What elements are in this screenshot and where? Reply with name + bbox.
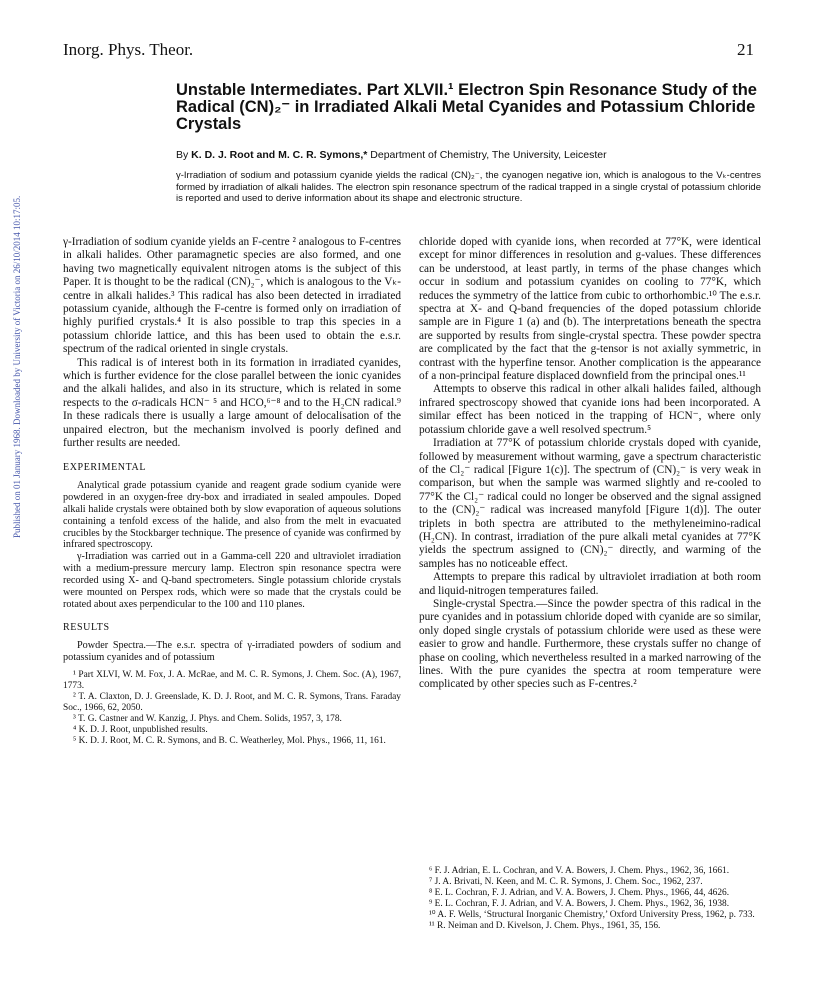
experimental-paragraph-1: Analytical grade potassium cyanide and reagent grade sodium cyanide were powdered in an oxygen-free dry-box and irradiated in sealed ampoules. Doped alkali halide crystals were obtained both by slow evaporation of aqueous solutions containing a tenfold excess of the halide, and also from the melt in evacuated crucibles by the Stockbarger technique. The presence of cyanide was confirmed by infrared spectroscopy. [63,479,401,551]
results-heading: RESULTS [63,621,110,633]
author-line [176,149,761,161]
footnote: ⁸ E. L. Cochran, F. J. Adrian, and V. A. Bowers, J. Chem. Phys., 1966, 44, 4626. [429,887,730,898]
page-number: 21 [737,40,754,59]
footnote: ⁷ J. A. Brivati, N. Keen, and M. C. R. Symons, J. Chem. Soc., 1962, 237. [429,876,703,887]
abstract: γ-Irradiation of sodium and potassium cyanide yields the radical (CN)₂⁻, the cyanogen negative ion, which is analogous to the Vₖ-centres formed by irradiation of alkali halides. The electron spin resonance spectrum of the radical trapped in a single crystal of potassium chloride is reported and used to derive information about its shape and electronic structure. [176,170,761,204]
footnotes-right [419,866,761,931]
results-paragraph-1: Powder Spectra.—The e.s.r. spectra of γ-irradiated powders of sodium and potassium cyanides and of potassium [63,640,401,664]
footnote: ¹¹ R. Neiman and D. Kivelson, J. Chem. Phys., 1961, 35, 156. [429,920,661,931]
results-paragraph-3: Attempts to observe this radical in other alkali halides failed, although infrared spectroscopy showed that cyanide ions had been incorporated. A similar effect has been noticed in the trapping of HCN⁻, where only potassium chloride gave a well resolved spectrum.⁵ [419,383,761,436]
authors-prefix: By [176,149,192,161]
right-column [419,236,761,692]
footnote: ¹ Part XLVI, W. M. Fox, J. A. McRae, and M. C. R. Symons, J. Chem. Soc. (A), 1967, 1773. [63,670,401,691]
experimental-paragraph-2: γ-Irradiation was carried out in a Gamma-cell 220 and ultraviolet irradiation with a medium-pressure mercury lamp. Electron spin resonance spectra were recorded using X- and Q-band spectrometers. Single potassium chloride crystals were mounted on Perspex rods, which were so made that the crystals could be rotated about axes perpendicular to the 100 and 110 planes. [63,551,401,610]
left-column [63,236,401,746]
footnote: ⁹ E. L. Cochran, F. J. Adrian, and V. A. Bowers, J. Chem. Phys., 1962, 36, 1938. [429,898,730,909]
download-watermark: Published on 01 January 1968. Downloaded by University of Victoria on 26/10/2014 10:17:05. [12,195,22,538]
journal-header: Inorg. Phys. Theor. [63,40,194,59]
footnote: ⁴ K. D. J. Root, unpublished results. [73,724,208,735]
single-crystal-paragraph: Single-crystal Spectra.—Since the powder spectra of this radical in the pure cyanides and in potassium chloride doped with cyanide are so similar, only doped single crystals of potassium chloride were used as these were easier to grow and handle. Furthermore, these crystals suffer no change of phase on cooling, which nevertheless resulted in a marked narrowing of the lines. With the pure cyanides the spectra at room temperature were complicated by other species such as F-centres.² [419,597,761,691]
footnote: ⁶ F. J. Adrian, E. L. Cochran, and V. A. Bowers, J. Chem. Phys., 1962, 36, 1661. [429,866,730,876]
results-paragraph-4: Irradiation at 77°K of potassium chloride crystals doped with cyanide, followed by measurement without warming, gave a spectrum characteristic of the Cl₂⁻ radical [Figure 1(c)]. The spectrum of (CN)₂⁻ is very weak in comparison, but when the sample was warmed slightly and re-cooled to 77°K the Cl₂⁻ radical could no longer be observed and the signal assigned to the (CN)₂⁻ radical was increased manyfold [Figure 1(d)]. The outer triplets in both spectra are attributed to the methyleneimino-radical (H₂CN). In contrast, irradiation of the pure alkali metal cyanides at 77°K yields the spectrum assigned to (CN)₂⁻ directly, and warming of the samples has no noticeable effect. [419,437,761,570]
footnote: ² T. A. Claxton, D. J. Greenslade, K. D. J. Root, and M. C. R. Symons, Trans. Faraday Soc., 1966, 62, 2050. [63,691,401,713]
footnotes-left [63,670,401,746]
experimental-heading: EXPERIMENTAL [63,461,147,473]
intro-paragraph-2: This radical is of interest both in its formation in irradiated cyanides, which is further evidence for the close parallel between the ionic cyanides and the alkali halides, and also in its structure, which is related in some respects to the σ-radicals HCN⁻ ⁵ and HCO,⁶⁻⁸ and to the H₂CN radical.⁹ In these radicals there is usually a large amount of delocalisation of the unpaired electron, but the mechanism involved is poorly defined and further results are needed. [63,356,401,450]
article-title: Unstable Intermediates. Part XLVII.¹ Electron Spin Resonance Study of the Radical (CN)₂⁻ in Irradiated Alkali Metal Cyanides and Potassium Chloride Crystals [176,81,757,133]
author-affiliation: Department of Chemistry, The University, Leicester [367,149,607,161]
footnote: ³ T. G. Castner and W. Kanzig, J. Phys. and Chem. Solids, 1957, 3, 178. [73,713,342,724]
results-paragraph-5: Attempts to prepare this radical by ultraviolet irradiation at both room and liquid-nitrogen temperatures failed. [419,571,761,597]
footnote: ¹⁰ A. F. Wells, ‘Structural Inorganic Chemistry,’ Oxford University Press, 1962, p. 733. [429,909,755,920]
intro-paragraph-1: γ-Irradiation of sodium cyanide yields an F-centre ² analogous to F-centres in alkali halides. Other paramagnetic species are also formed, and one having two magnetically equivalent nitrogen atoms is the subject of this Paper. It is thought to be the radical (CN)₂⁻, which is analogous to the Vₖ-centre in alkali halides.³ This radical has also been detected in irradiated potassium cyanide, although the F-centre is formed only on irradiation of highly purified crystals.⁴ It is also possible to trap this species in a potassium chloride lattice, and this has been used to obtain the e.s.r. spectrum of the radical oriented in single crystals. [63,236,401,356]
author-names: K. D. J. Root and M. C. R. Symons,* [191,149,368,161]
results-paragraph-2: chloride doped with cyanide ions, when recorded at 77°K, were identical except for minor differences in resolution and g-values. These differences can be understood, at least partly, in terms of the phase changes which occur in sodium and potassium cyanides on cooling to 77°K, which reduces the symmetry of the lattice from cubic to orthorhombic.¹⁰ The e.s.r. spectra at X- and Q-band frequencies of the doped potassium chloride sample are in Figure 1 (a) and (b). The interpretations beneath the spectra are supported by results from single-crystal spectra. These powder spectra are complicated by the fact that the g-tensor is not axially symmetric, in contrast with the hyperfine tensor. Another complication is the appearance of a non-principal feature displaced downfield from the principal ones.¹¹ [419,236,761,383]
footnote: ⁵ K. D. J. Root, M. C. R. Symons, and B. C. Weatherley, Mol. Phys., 1966, 11, 161. [73,735,386,746]
